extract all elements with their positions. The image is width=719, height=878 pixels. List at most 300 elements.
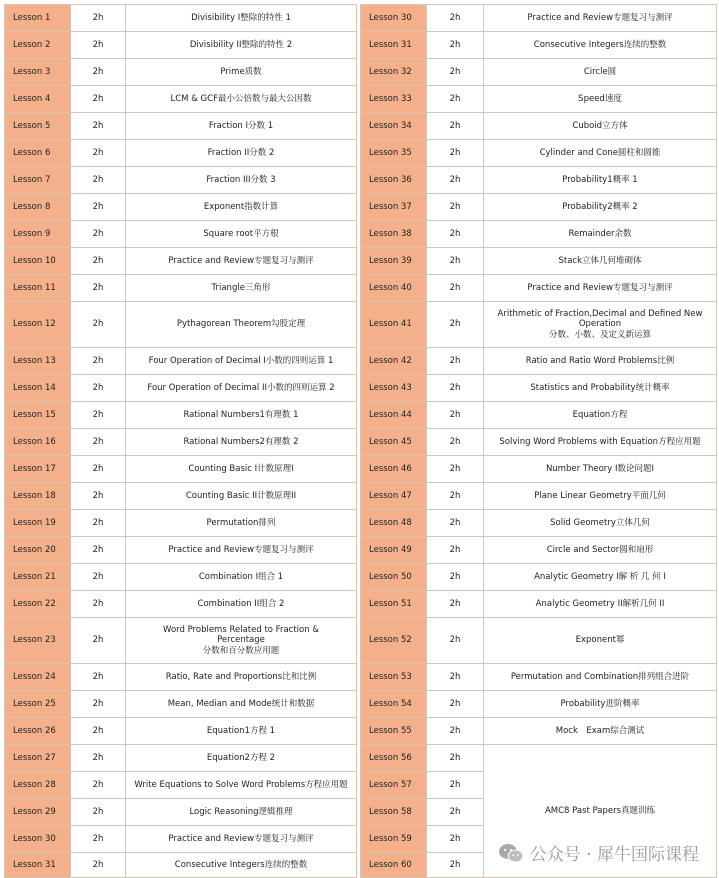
topic-cell xyxy=(126,483,357,510)
hours-cell: 2h xyxy=(427,167,484,194)
topic-cell xyxy=(484,691,717,718)
hours-cell: 2h xyxy=(71,275,126,302)
table-row xyxy=(5,564,357,591)
lesson-cell: Lesson 49 xyxy=(361,537,427,564)
table-row xyxy=(361,167,717,194)
table-row xyxy=(361,248,717,275)
hours-cell: 2h xyxy=(71,691,126,718)
lesson-cell: Lesson 20 xyxy=(5,537,71,564)
lesson-cell: Lesson 29 xyxy=(5,799,71,826)
topic-cell xyxy=(484,59,717,86)
hours-cell: 2h xyxy=(427,799,484,826)
topic-text: LCM & GCF最小公倍数与最大公因数 xyxy=(170,93,312,104)
topic-text: Operation xyxy=(578,319,622,330)
topic-cell xyxy=(126,618,357,664)
topic-cell xyxy=(126,167,357,194)
lesson-cell: Lesson 36 xyxy=(361,167,427,194)
lesson-cell: Lesson 42 xyxy=(361,348,427,375)
table-row xyxy=(5,5,357,32)
topic-text: Remainder余数 xyxy=(568,228,632,239)
topic-text: Square root平方根 xyxy=(203,228,279,239)
table-row xyxy=(5,194,357,221)
topic-cell xyxy=(484,140,717,167)
hours-cell: 2h xyxy=(427,564,484,591)
topic-text: Cylinder and Cone圆柱和圆锥 xyxy=(539,147,661,158)
table-row xyxy=(361,194,717,221)
table-row xyxy=(361,483,717,510)
table-row xyxy=(361,5,717,32)
hours-cell: 2h xyxy=(71,348,126,375)
topic-cell xyxy=(126,248,357,275)
topic-cell xyxy=(126,59,357,86)
hours-cell: 2h xyxy=(427,429,484,456)
lesson-cell: Lesson 14 xyxy=(5,375,71,402)
topic-text: Fraction I分数 1 xyxy=(208,120,274,131)
topic-cell xyxy=(484,221,717,248)
topic-cell xyxy=(126,375,357,402)
table-row xyxy=(5,664,357,691)
lesson-cell: Lesson 30 xyxy=(361,5,427,32)
topic-cell xyxy=(484,194,717,221)
hours-cell: 2h xyxy=(71,402,126,429)
topic-cell xyxy=(484,167,717,194)
hours-cell: 2h xyxy=(427,375,484,402)
table-row xyxy=(361,375,717,402)
table-row xyxy=(361,221,717,248)
topic-text: Speed速度 xyxy=(578,93,622,104)
hours-cell: 2h xyxy=(427,745,484,772)
lesson-cell: Lesson 58 xyxy=(361,799,427,826)
lesson-cell: Lesson 43 xyxy=(361,375,427,402)
topic-text: Exponent幂 xyxy=(575,635,625,646)
topic-text: Solid Geometry立体几何 xyxy=(550,517,650,528)
topic-text: Write Equations to Solve Word Problems方程应用题 xyxy=(134,779,348,790)
lesson-cell: Lesson 53 xyxy=(361,664,427,691)
hours-cell: 2h xyxy=(427,194,484,221)
topic-cell xyxy=(484,5,717,32)
lesson-cell: Lesson 17 xyxy=(5,456,71,483)
topic-text: Triangle三角形 xyxy=(211,282,271,293)
topic-text: Permutation and Combination排列组合进阶 xyxy=(510,671,690,682)
hours-cell: 2h xyxy=(71,5,126,32)
topic-cell xyxy=(126,429,357,456)
table-row xyxy=(5,853,357,878)
hours-cell: 2h xyxy=(71,826,126,853)
table-row xyxy=(361,348,717,375)
topic-cell xyxy=(484,591,717,618)
lesson-cell: Lesson 25 xyxy=(5,691,71,718)
table-row xyxy=(361,591,717,618)
table-row xyxy=(361,32,717,59)
topic-text: Consecutive Integers连续的整数 xyxy=(174,859,308,870)
hours-cell: 2h xyxy=(427,537,484,564)
table-row xyxy=(361,618,717,664)
topic-cell xyxy=(126,853,357,878)
table-row xyxy=(5,113,357,140)
lesson-table-right xyxy=(360,4,717,878)
topic-text: Stack立体几何堆砌体 xyxy=(558,255,642,266)
topic-cell xyxy=(484,618,717,664)
topic-cell xyxy=(484,113,717,140)
topic-cell xyxy=(484,32,717,59)
topic-cell xyxy=(126,194,357,221)
lesson-cell: Lesson 24 xyxy=(5,664,71,691)
table-row xyxy=(361,691,717,718)
hours-cell: 2h xyxy=(71,564,126,591)
topic-text: Fraction II分数 2 xyxy=(207,147,275,158)
lesson-cell: Lesson 7 xyxy=(5,167,71,194)
topic-cell xyxy=(126,302,357,348)
table-row xyxy=(5,86,357,113)
lesson-cell: Lesson 5 xyxy=(5,113,71,140)
hours-cell: 2h xyxy=(71,167,126,194)
hours-cell: 2h xyxy=(427,826,484,853)
table-row xyxy=(361,510,717,537)
topic-text: Mean, Median and Mode统计和数据 xyxy=(167,698,315,709)
lesson-cell: Lesson 59 xyxy=(361,826,427,853)
topic-cell xyxy=(126,826,357,853)
topic-cell xyxy=(484,402,717,429)
topic-text: Number Theory I数论问题I xyxy=(545,463,655,474)
topic-cell xyxy=(484,348,717,375)
topic-text: Circle and Sector圆和扇形 xyxy=(546,544,654,555)
topic-cell xyxy=(484,302,717,348)
hours-cell: 2h xyxy=(71,113,126,140)
table-row xyxy=(5,167,357,194)
topic-text: Equation方程 xyxy=(572,409,628,420)
table-row xyxy=(5,591,357,618)
table-row xyxy=(5,429,357,456)
table-row xyxy=(5,691,357,718)
hours-cell: 2h xyxy=(427,456,484,483)
table-row xyxy=(5,483,357,510)
table-row xyxy=(5,348,357,375)
topic-cell xyxy=(126,456,357,483)
table-row xyxy=(5,275,357,302)
hours-cell: 2h xyxy=(427,483,484,510)
lesson-cell: Lesson 40 xyxy=(361,275,427,302)
table-row xyxy=(5,718,357,745)
hours-cell: 2h xyxy=(71,772,126,799)
lesson-cell: Lesson 51 xyxy=(361,591,427,618)
lesson-cell: Lesson 21 xyxy=(5,564,71,591)
topic-text: Equation2方程 2 xyxy=(206,752,276,763)
lesson-cell: Lesson 19 xyxy=(5,510,71,537)
hours-cell: 2h xyxy=(427,5,484,32)
topic-text: 分数、小数、及定义新运算 xyxy=(548,329,651,340)
hours-cell: 2h xyxy=(71,140,126,167)
lesson-cell: Lesson 11 xyxy=(5,275,71,302)
topic-cell xyxy=(126,348,357,375)
table-row xyxy=(361,59,717,86)
lesson-cell: Lesson 18 xyxy=(5,483,71,510)
topic-text: Four Operation of Decimal II小数的四则运算 2 xyxy=(147,382,335,393)
topic-cell xyxy=(126,5,357,32)
lesson-cell: Lesson 54 xyxy=(361,691,427,718)
table-row xyxy=(361,402,717,429)
topic-cell xyxy=(126,510,357,537)
topic-text: Fraction III分数 3 xyxy=(206,174,276,185)
table-row xyxy=(5,826,357,853)
lesson-cell: Lesson 23 xyxy=(5,618,71,664)
hours-cell: 2h xyxy=(71,745,126,772)
topic-cell xyxy=(484,537,717,564)
table-row xyxy=(5,221,357,248)
hours-cell: 2h xyxy=(71,510,126,537)
topic-text: Probability进阶概率 xyxy=(560,698,640,709)
lesson-cell: Lesson 60 xyxy=(361,853,427,878)
table-row xyxy=(5,140,357,167)
table-row xyxy=(5,510,357,537)
hours-cell: 2h xyxy=(71,86,126,113)
hours-cell: 2h xyxy=(71,32,126,59)
table-row xyxy=(361,745,717,772)
lesson-cell: Lesson 52 xyxy=(361,618,427,664)
lesson-cell: Lesson 31 xyxy=(361,32,427,59)
table-row xyxy=(5,375,357,402)
table-row xyxy=(361,140,717,167)
hours-cell: 2h xyxy=(71,591,126,618)
hours-cell: 2h xyxy=(71,429,126,456)
topic-text: Equation1方程 1 xyxy=(206,725,276,736)
lesson-cell: Lesson 48 xyxy=(361,510,427,537)
topic-text: Arithmetic of Fraction,Decimal and Defined New xyxy=(497,308,703,319)
topic-cell xyxy=(484,718,717,745)
hours-cell: 2h xyxy=(427,86,484,113)
table-row xyxy=(361,664,717,691)
lesson-cell: Lesson 50 xyxy=(361,564,427,591)
table-row xyxy=(361,275,717,302)
topic-text: Prime质数 xyxy=(220,66,262,77)
schedule-page xyxy=(4,4,717,876)
lesson-cell: Lesson 15 xyxy=(5,402,71,429)
hours-cell: 2h xyxy=(427,32,484,59)
lesson-cell: Lesson 56 xyxy=(361,745,427,772)
topic-text: Cuboid立方体 xyxy=(572,120,628,131)
topic-cell xyxy=(126,772,357,799)
topic-cell xyxy=(484,275,717,302)
table-row xyxy=(361,86,717,113)
hours-cell: 2h xyxy=(427,248,484,275)
topic-cell xyxy=(126,32,357,59)
topic-text: Solving Word Problems with Equation方程应用题 xyxy=(499,436,701,447)
table-row xyxy=(5,799,357,826)
lesson-cell: Lesson 3 xyxy=(5,59,71,86)
topic-cell xyxy=(484,564,717,591)
topic-text: Permutation排列 xyxy=(206,517,276,528)
topic-text: Analytic Geometry II解析几何 II xyxy=(535,598,665,609)
topic-text: Percentage xyxy=(217,635,265,646)
topic-text: Ratio and Ratio Word Problems比例 xyxy=(525,355,675,366)
lesson-cell: Lesson 2 xyxy=(5,32,71,59)
lesson-cell: Lesson 31 xyxy=(5,853,71,878)
topic-text: Mock Exam综合测试 xyxy=(555,725,645,736)
topic-cell xyxy=(484,483,717,510)
topic-text: Plane Linear Geometry平面几何 xyxy=(534,490,666,501)
table-row xyxy=(361,302,717,348)
lesson-cell: Lesson 34 xyxy=(361,113,427,140)
table-row xyxy=(5,745,357,772)
topic-cell xyxy=(126,718,357,745)
topic-text: Counting Basic I计数原理I xyxy=(188,463,294,474)
lesson-cell: Lesson 9 xyxy=(5,221,71,248)
hours-cell: 2h xyxy=(427,348,484,375)
lesson-cell: Lesson 28 xyxy=(5,772,71,799)
topic-cell xyxy=(126,591,357,618)
lesson-table-left xyxy=(4,4,357,878)
topic-text: Analytic Geometry I解 析 几 何 I xyxy=(534,571,666,582)
hours-cell: 2h xyxy=(71,221,126,248)
lesson-cell: Lesson 46 xyxy=(361,456,427,483)
table-row xyxy=(5,537,357,564)
lesson-cell: Lesson 8 xyxy=(5,194,71,221)
table-row xyxy=(5,618,357,664)
topic-cell xyxy=(484,510,717,537)
topic-text: Practice and Review专题复习与测评 xyxy=(168,544,314,555)
topic-text: Word Problems Related to Fraction & xyxy=(163,624,319,635)
topic-cell xyxy=(126,564,357,591)
hours-cell: 2h xyxy=(71,59,126,86)
topic-cell xyxy=(126,86,357,113)
topic-cell xyxy=(126,221,357,248)
topic-text: Circle圆 xyxy=(583,66,617,77)
topic-text: Logic Reasoning逻辑推理 xyxy=(189,806,293,817)
topic-cell xyxy=(484,248,717,275)
topic-cell xyxy=(126,140,357,167)
hours-cell: 2h xyxy=(427,59,484,86)
lesson-cell: Lesson 33 xyxy=(361,86,427,113)
topic-text: Divisibility I整除的特性 1 xyxy=(191,12,291,23)
hours-cell: 2h xyxy=(427,302,484,348)
topic-text: Statistics and Probability统计概率 xyxy=(530,382,670,393)
topic-cell xyxy=(126,745,357,772)
hours-cell: 2h xyxy=(427,853,484,878)
topic-cell xyxy=(126,537,357,564)
lesson-cell: Lesson 1 xyxy=(5,5,71,32)
topic-text: Rational Numbers1有理数 1 xyxy=(183,409,299,420)
lesson-cell: Lesson 16 xyxy=(5,429,71,456)
hours-cell: 2h xyxy=(71,537,126,564)
hours-cell: 2h xyxy=(71,248,126,275)
topic-text: 分数和百分数应用题 xyxy=(202,645,280,656)
table-row xyxy=(5,32,357,59)
lesson-cell: Lesson 45 xyxy=(361,429,427,456)
topic-text: Combination II组合 2 xyxy=(197,598,285,609)
topic-text: Practice and Review专题复习与测评 xyxy=(527,12,673,23)
topic-text: Pythagorean Theorem勾股定理 xyxy=(176,319,306,330)
lesson-cell: Lesson 27 xyxy=(5,745,71,772)
hours-cell: 2h xyxy=(427,140,484,167)
topic-cell xyxy=(484,429,717,456)
topic-cell xyxy=(126,799,357,826)
hours-cell: 2h xyxy=(71,664,126,691)
lesson-cell: Lesson 10 xyxy=(5,248,71,275)
topic-cell xyxy=(484,456,717,483)
hours-cell: 2h xyxy=(71,618,126,664)
table-row xyxy=(361,429,717,456)
topic-cell xyxy=(484,664,717,691)
table-row xyxy=(361,718,717,745)
table-row xyxy=(5,402,357,429)
lesson-cell: Lesson 13 xyxy=(5,348,71,375)
lesson-cell: Lesson 41 xyxy=(361,302,427,348)
hours-cell: 2h xyxy=(427,275,484,302)
table-row xyxy=(5,456,357,483)
hours-cell: 2h xyxy=(427,664,484,691)
hours-cell: 2h xyxy=(71,302,126,348)
table-row xyxy=(5,248,357,275)
topic-text: Combination I组合 1 xyxy=(198,571,284,582)
lesson-cell: Lesson 12 xyxy=(5,302,71,348)
hours-cell: 2h xyxy=(71,194,126,221)
table-row xyxy=(5,772,357,799)
lesson-cell: Lesson 38 xyxy=(361,221,427,248)
topic-text: Probability2概率 2 xyxy=(562,201,638,212)
hours-cell: 2h xyxy=(427,718,484,745)
hours-cell: 2h xyxy=(71,799,126,826)
lesson-cell: Lesson 35 xyxy=(361,140,427,167)
table-row xyxy=(361,456,717,483)
topic-text: AMC8 Past Papers真题训练 xyxy=(544,805,656,816)
topic-cell xyxy=(126,664,357,691)
lesson-cell: Lesson 32 xyxy=(361,59,427,86)
table-row xyxy=(361,564,717,591)
hours-cell: 2h xyxy=(427,691,484,718)
hours-cell: 2h xyxy=(427,772,484,799)
topic-cell xyxy=(126,113,357,140)
table-row xyxy=(361,537,717,564)
lesson-cell: Lesson 30 xyxy=(5,826,71,853)
topic-text: Four Operation of Decimal I小数的四则运算 1 xyxy=(148,355,334,366)
hours-cell: 2h xyxy=(427,510,484,537)
lesson-cell: Lesson 47 xyxy=(361,483,427,510)
hours-cell: 2h xyxy=(71,853,126,878)
hours-cell: 2h xyxy=(71,718,126,745)
lesson-cell: Lesson 6 xyxy=(5,140,71,167)
hours-cell: 2h xyxy=(427,618,484,664)
topic-text: Divisibility II整除的特性 2 xyxy=(189,39,293,50)
hours-cell: 2h xyxy=(427,221,484,248)
topic-cell xyxy=(126,691,357,718)
topic-text: Practice and Review专题复习与测评 xyxy=(527,282,673,293)
topic-cell xyxy=(126,275,357,302)
lesson-cell: Lesson 4 xyxy=(5,86,71,113)
topic-text: Consecutive Integers连续的整数 xyxy=(533,39,667,50)
lesson-cell: Lesson 37 xyxy=(361,194,427,221)
table-row xyxy=(361,113,717,140)
hours-cell: 2h xyxy=(71,456,126,483)
topic-cell xyxy=(126,402,357,429)
hours-cell: 2h xyxy=(71,483,126,510)
table-row xyxy=(5,302,357,348)
hours-cell: 2h xyxy=(427,591,484,618)
topic-cell xyxy=(484,745,717,878)
topic-text: Counting Basic II计数原理II xyxy=(185,490,297,501)
topic-cell xyxy=(484,375,717,402)
topic-cell xyxy=(484,86,717,113)
lesson-cell: Lesson 39 xyxy=(361,248,427,275)
lesson-cell: Lesson 57 xyxy=(361,772,427,799)
hours-cell: 2h xyxy=(427,402,484,429)
lesson-cell: Lesson 22 xyxy=(5,591,71,618)
topic-text: Ratio, Rate and Proportions比和比例 xyxy=(165,671,317,682)
table-row xyxy=(5,59,357,86)
hours-cell: 2h xyxy=(71,375,126,402)
lesson-cell: Lesson 44 xyxy=(361,402,427,429)
topic-text: Practice and Review专题复习与测评 xyxy=(168,833,314,844)
lesson-cell: Lesson 26 xyxy=(5,718,71,745)
topic-text: Exponent指数计算 xyxy=(203,201,279,212)
